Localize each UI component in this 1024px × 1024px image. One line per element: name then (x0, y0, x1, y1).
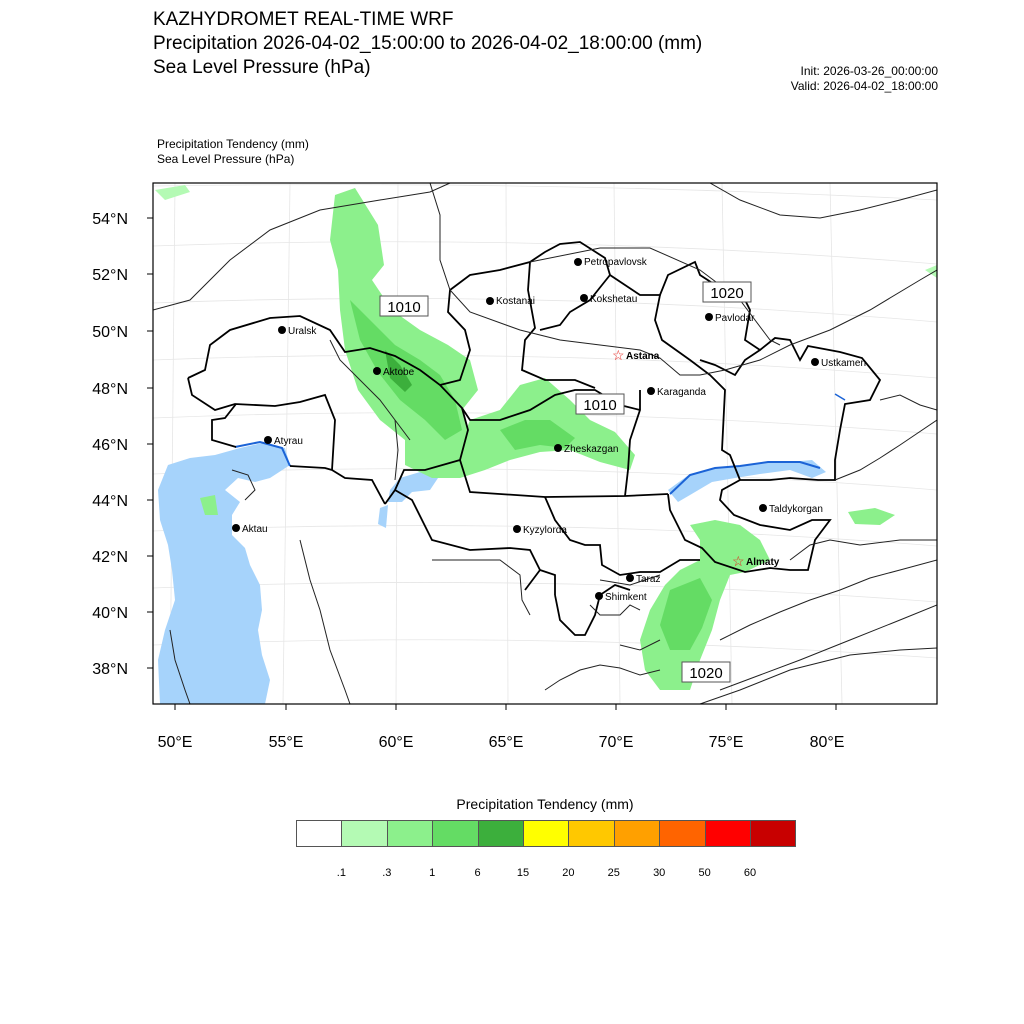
city-label: Astana (626, 351, 660, 362)
city-label: Almaty (746, 557, 780, 568)
colorbar-swatch (387, 820, 433, 847)
field-label-precip: Precipitation Tendency (mm) (157, 137, 309, 151)
svg-text:75°E: 75°E (708, 734, 744, 751)
colorbar-label: 6 (474, 867, 481, 879)
svg-text:50°E: 50°E (157, 734, 193, 751)
colorbar-label: .1 (336, 867, 346, 879)
city-label: Atyrau (274, 436, 303, 447)
colorbar-label: 20 (562, 867, 575, 879)
isobar-label-2: 1020 (710, 285, 744, 302)
latitude-labels (92, 211, 128, 678)
title-line-2: Precipitation 2026-04-02_15:00:00 to 2026-04-02_18:00:00 (mm) (153, 33, 703, 54)
city-label: Kostanai (496, 296, 535, 307)
longitude-labels (158, 734, 845, 751)
caspian-sea (158, 443, 290, 704)
colorbar-label: .3 (382, 867, 392, 879)
title-line-3: Sea Level Pressure (hPa) (153, 57, 371, 78)
init-time: Init: 2026-03-26_00:00:00 (800, 64, 938, 78)
svg-text:70°E: 70°E (598, 734, 634, 751)
svg-text:50°N: 50°N (92, 324, 128, 341)
isobar-label-3: 1010 (583, 397, 617, 414)
colorbar-label: 30 (653, 867, 666, 879)
svg-text:42°N: 42°N (92, 549, 128, 566)
city-label: Karaganda (657, 387, 706, 398)
colorbar-swatch (341, 820, 387, 847)
colorbar-label: 60 (743, 867, 757, 879)
svg-text:46°N: 46°N (92, 437, 128, 454)
colorbar-swatch (750, 820, 796, 847)
title-line-1: KAZHYDROMET REAL-TIME WRF (153, 9, 454, 30)
colorbar-swatch (659, 820, 705, 847)
colorbar-label: 25 (607, 867, 620, 879)
colorbar-label: 15 (516, 867, 530, 879)
svg-text:80°E: 80°E (809, 734, 845, 751)
city-label: Ustkamen (821, 358, 867, 369)
field-label-slp: Sea Level Pressure (hPa) (157, 152, 295, 166)
city-label: Shimkent (605, 592, 647, 603)
svg-text:44°N: 44°N (92, 493, 128, 510)
colorbar-label: 50 (698, 867, 711, 879)
city-label: Zheskazgan (564, 444, 619, 455)
balkhash-lake (668, 460, 826, 502)
svg-text:55°E: 55°E (268, 734, 304, 751)
svg-text:38°N: 38°N (92, 661, 128, 678)
valid-time: Valid: 2026-04-02_18:00:00 (790, 79, 938, 93)
colorbar-swatch (568, 820, 614, 847)
svg-text:40°N: 40°N (92, 605, 128, 622)
city-label: Taldykorgan (769, 504, 823, 515)
colorbar-title: Precipitation Tendency (mm) (456, 796, 634, 812)
city-label: Aktau (242, 524, 268, 535)
isobar-label-4: 1020 (689, 665, 723, 682)
precipitation-field (155, 185, 937, 690)
capital-star-icon: ☆ (612, 347, 625, 363)
capital-star-icon: ☆ (732, 553, 745, 569)
svg-text:54°N: 54°N (92, 211, 128, 228)
colorbar-swatch (705, 820, 751, 847)
colorbar-swatch (296, 820, 342, 847)
city-label: Uralsk (288, 326, 317, 337)
svg-text:52°N: 52°N (92, 267, 128, 284)
colorbar-swatch (523, 820, 569, 847)
svg-text:48°N: 48°N (92, 381, 128, 398)
isobar-label-1: 1010 (387, 299, 421, 316)
colorbar-swatch (614, 820, 660, 847)
city-label: Kyzylorda (523, 525, 567, 536)
colorbar-swatch (432, 820, 478, 847)
city-label: Taraz (636, 574, 661, 585)
colorbar-label: 1 (429, 867, 436, 879)
city-label: Aktobe (383, 367, 415, 378)
colorbar-swatch (478, 820, 524, 847)
svg-text:60°E: 60°E (378, 734, 414, 751)
city-label: Kokshetau (590, 294, 638, 305)
city-label: Pavlodar (715, 313, 755, 324)
city-label: Petropavlovsk (584, 257, 647, 268)
svg-text:65°E: 65°E (488, 734, 524, 751)
precip-band-northwest (330, 188, 485, 478)
map-plot-area (153, 183, 937, 704)
